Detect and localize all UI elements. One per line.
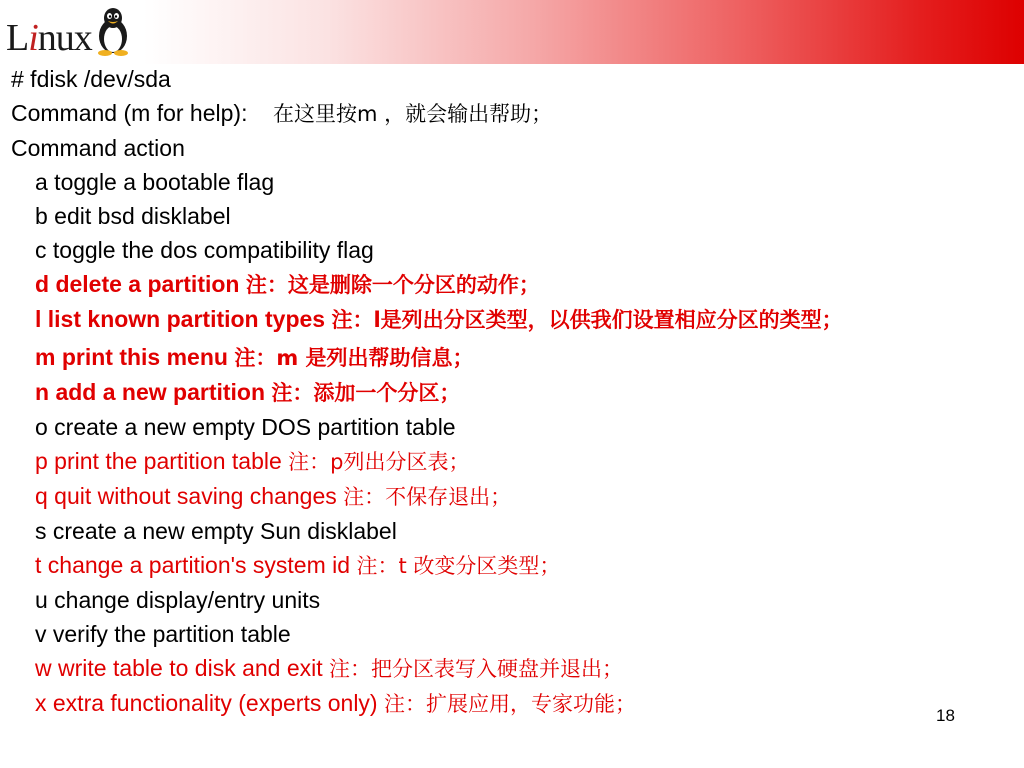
list-item: v verify the partition table [35,621,291,647]
header-bar [0,0,1024,64]
linux-logo [6,6,132,58]
list-item: o create a new empty DOS partition table [35,414,456,440]
list-item: q quit without saving changes 注：不保存退出； [35,483,512,509]
list-item: x extra functionality (experts only) 注：扩展应用，专家功能； [35,690,636,716]
list-item: m print this menu 注：m 是列出帮助信息； [35,344,474,370]
list-item: u change display/entry units [35,587,321,613]
list-item: w write table to disk and exit 注：把分区表写入硬盘并退出； [35,655,624,681]
action-heading: Command action [11,135,185,161]
list-item: a toggle a bootable flag [35,169,275,195]
list-item: p print the partition table 注：p列出分区表； [35,448,470,474]
list-item: d delete a partition 注：这是删除一个分区的动作； [35,271,540,297]
list-item: l list known partition types 注：l是列出分区类型，以供我们设置相应分区的类型； [35,306,843,332]
tux-penguin-icon [94,6,132,56]
logo-text: Linux [6,17,92,59]
list-item: s create a new empty Sun disklabel [35,518,397,544]
fdisk-command-list [11,62,1016,721]
list-item: t change a partition's system id 注：t 改变分区类型； [35,552,561,578]
prompt-line: Command (m for help): 在这里按m ，就会输出帮助； [11,100,553,126]
list-item: b edit bsd disklabel [35,203,231,229]
list-item: c toggle the dos compatibility flag [35,237,374,263]
command-line: # fdisk /dev/sda [11,66,171,92]
list-item: n add a new partition 注：添加一个分区； [35,379,461,405]
page-number: 18 [936,706,955,725]
